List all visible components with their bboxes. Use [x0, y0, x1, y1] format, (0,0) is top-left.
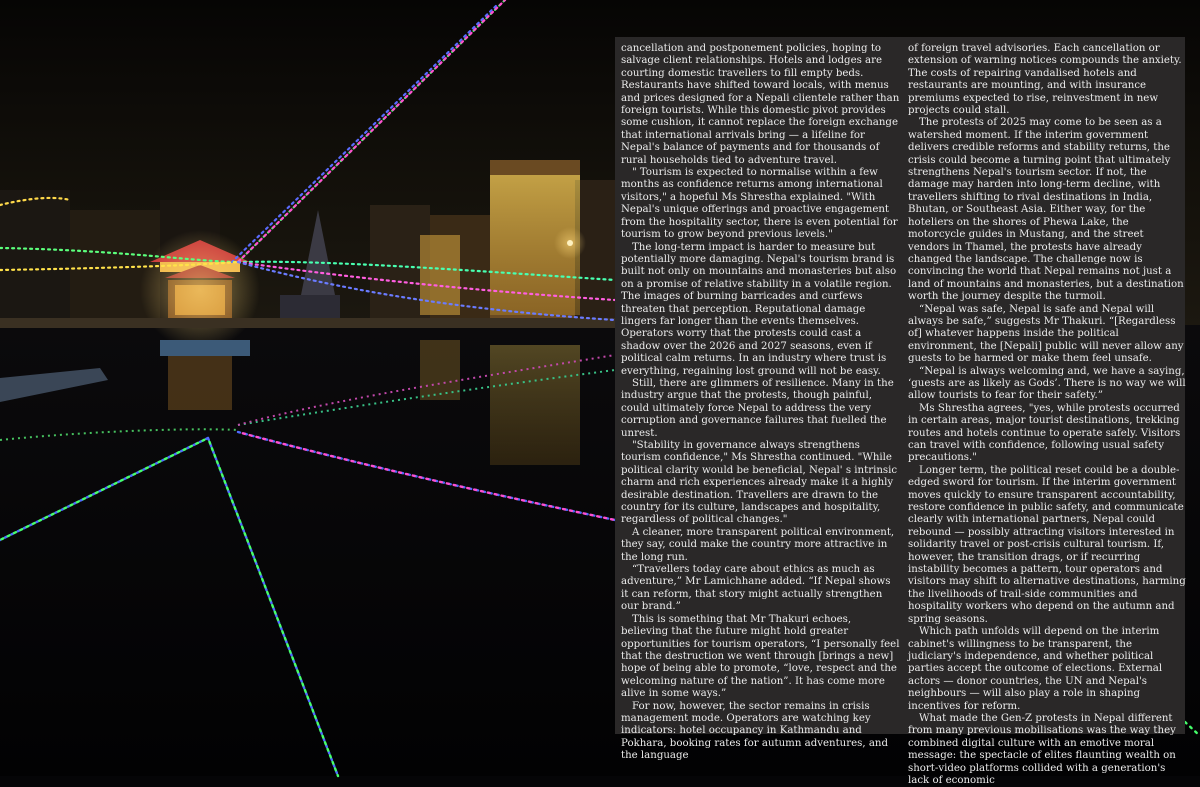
article-paragraph: “Travellers today care about ethics as much as adventure,” Mr Lamichhane added. “If Nepal shows it can reform, that story might actually strengthen our brand.” [621, 564, 891, 613]
article-column-left [621, 43, 900, 762]
article-paragraph: Still, there are glimmers of resilience. Many in the industry argue that the protests, though painful, could ultimately force Nepal to address the very corruption and governance failures that fuelled the unrest. [621, 377, 894, 439]
article-paragraph: cancellation and postponement policies, hoping to salvage client relationships. Hotels and lodges are courting domestic travellers to fill empty beds. Restaurants have shifted toward locals, with menus and prices designed for a Nepali clientele rather than foreign tourists. While this domestic pivot provides some cushion, it cannot replace the foreign exchange that international arrivals bring — a lifeline for Nepal's balance of payments and for thousands of rural households tied to adventure travel. [621, 43, 900, 166]
article-paragraph: Ms Shrestha agrees, "yes, while protests occurred in certain areas, major tourist destinations, trekking routes and hotels continue to operate safely. Visitors can travel with confidence, following usual safety precautions." [908, 402, 1181, 464]
article-paragraph: A cleaner, more transparent political environment, they say, could make the country more attractive in the long run. [621, 526, 895, 563]
article-paragraph: Which path unfolds will depend on the interim cabinet's willingness to be transparent, the judiciary's independence, and whether political parties accept the outcome of elections. External actors — donor countries, the UN and Nepal's neighbours — will also play a role in shaping incentives for reform. [908, 626, 1163, 712]
article-paragraph: This is something that Mr Thakuri echoes, believing that the future might hold greater opportunities for tourism operators, “I personally feel that the destruction we went through [brings a new] hope of being able to promote, “love, respect and the welcoming nature of the nation”. It has come more alive in some ways.” [621, 613, 900, 700]
article-text-panel [615, 37, 1186, 786]
article-paragraph: Longer term, the political reset could be a double-edged sword for tourism. If the interim government moves quickly to ensure transparent accountability, restore confidence in public safety, and communicate clearly with international partners, Nepal could rebound — possibly attracting visitors interested in solidarity travel or post-crisis cultural tourism. If, however, the transition drags, or if recurring instability becomes a pattern, tour operators and visitors may shift to alternative destinations, harming the livelihoods of trail-side communities and hospitality workers who depend on the autumn and spring seasons. [908, 464, 1186, 625]
pagoda [140, 230, 260, 350]
article-paragraph: "Stability in governance always strengthens tourism confidence," Ms Shrestha continued. "While political clarity would be beneficial, Nepal' s intrinsic charm and rich experiences already make it a highly desirable destination. Travellers are drawn to the country for its culture, landscapes and hospitality, regardless of political changes." [621, 440, 898, 526]
article-paragraph: The long-term impact is harder to measure but potentially more damaging. Nepal's tourism brand is built not only on mountains and monasteries but also on a promise of relative stability in a volatile region. The images of burning barricades and curfews threaten that perception. Reputational damage lingers far longer than the events themselves. Operators worry that the protests could cast a shadow over the 2026 and 2027 seasons, even if political calm returns. In an industry where trust is everything, regaining lost ground will not be easy. [621, 241, 897, 377]
article-paragraph: “Nepal is always welcoming and, we have a saying, ‘guests are as likely as Gods’. There is no way we will allow tourists to fear for their safety.” [908, 365, 1186, 402]
article-paragraph: of foreign travel advisories. Each cancellation or extension of warning notices compounds the anxiety. The costs of repairing vandalised hotels and restaurants are mounting, and with insurance premiums expected to rise, reinvestment in new projects could stall. [908, 43, 1182, 117]
article-paragraph: The protests of 2025 may come to be seen as a watershed moment. If the interim government delivers credible reforms and stability returns, the crisis could become a turning point that ultimately strengthens Nepal's tourism sector. If not, the damage may harden into long-term decline, with travellers shifting to rival destinations in India, Bhutan, or Southeast Asia. Either way, for the hoteliers on the shores of Phewa Lake, the motorcycle guides in Mustang, and the street vendors in Thamel, the protests have already changed the landscape. The challenge now is convincing the world that Nepal remains not just a land of mountains and monasteries, but a destination worth the journey despite the turmoil. [908, 117, 1184, 303]
article-paragraph: " Tourism is expected to normalise within a few months as confidence returns among international visitors," a hopeful Ms Shrestha explained. "With Nepal's unique offerings and proactive engagement from the hospitality sector, there is even potential for tourism to grow beyond previous levels." [621, 167, 898, 241]
article-column-right [908, 43, 1187, 786]
article-paragraph: For now, however, the sector remains in crisis management mode. Operators are watching key indicators: hotel occupancy in Kathmandu and Pokhara, booking rates for autumn adventures, and the language [621, 700, 888, 762]
article-paragraph: What made the Gen-Z protests in Nepal different from many previous mobilisations was the way they combined digital culture with an emotive moral message: the spectacle of elites flaunting wealth on short-video platforms collided with a generation's lack of economic [908, 712, 1176, 786]
article-paragraph: “Nepal was safe, Nepal is safe and Nepal will always be safe,” suggests Mr Thakuri. “[Regardless of] whatever happens inside the political environment, the [Nepali] public will never allow any guests to be harmed or make them feel unsafe. [908, 303, 1184, 365]
